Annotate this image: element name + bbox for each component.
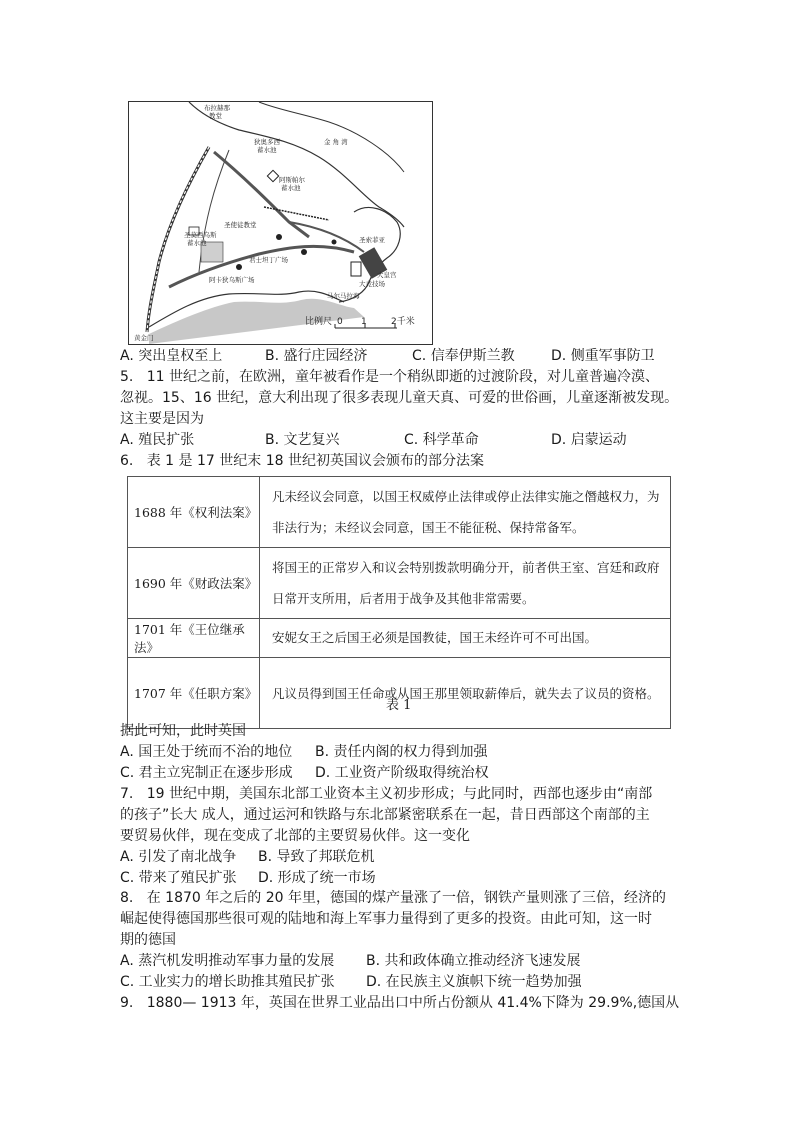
law-content: 将国王的正常岁入和议会特别拨款明确分开，前者供王室、宫廷和政府日常开支所用，后者用于战争及其他非常需要。 (260, 548, 671, 619)
q8-number: 8. (120, 890, 134, 906)
constantinople-map (128, 101, 433, 345)
q4-option-d-text: 侧重军事防卫 (570, 348, 655, 364)
q4-option-b-letter: B. (265, 348, 280, 364)
q5-option-c-text: 科学革命 (422, 432, 479, 448)
q5-option-c-letter: C. (404, 432, 419, 448)
q6-number: 6. (120, 453, 134, 469)
svg-text:教堂: 教堂 (209, 112, 222, 120)
q5-option-c (404, 430, 479, 450)
q7-stem-3: 要贸易伙伴，现在变成了北部的主要贸易伙伴。这一变化 (120, 828, 470, 844)
svg-text:比例尺: 比例尺 (305, 317, 333, 327)
q4-option-d-letter: D. (551, 348, 567, 364)
q5-option-d (551, 430, 627, 450)
q9-stem-1: 1880— 1913 年，英国在世界工业品出口中所占份额从 41.4%下降为 29.9%,德国从 (146, 995, 680, 1011)
svg-text:布拉赫那: 布拉赫那 (204, 104, 230, 112)
q6-intro-line (120, 451, 484, 471)
table-row (128, 477, 671, 548)
q6-question: 据此可知，此时英国 (120, 723, 246, 739)
svg-text:圣莫西乌斯: 圣莫西乌斯 (184, 231, 217, 239)
q4-option-c-letter: C. (412, 348, 427, 364)
law-name: 1690 年《财政法案》 (128, 548, 260, 619)
q8-option-a: A. 蒸汽机发明推动军事力量的发展 (120, 953, 335, 969)
law-content: 安妮女王之后国王必须是国教徒，国王未经许可不可出国。 (260, 619, 671, 658)
svg-text:阿卡狄乌斯广场: 阿卡狄乌斯广场 (209, 276, 255, 284)
law-content: 凡未经议会同意，以国王权威停止法律或停止法律实施之僭越权力，为非法行为；未经议会同意，国王不能征税、保持常备军。 (260, 477, 671, 548)
svg-text:2千米: 2千米 (391, 317, 415, 327)
q4-option-d (551, 346, 655, 366)
q5-option-b (265, 430, 340, 450)
q7-number: 7. (120, 786, 134, 802)
law-name: 1688 年《权利法案》 (128, 477, 260, 548)
q5-option-b-text: 文艺复兴 (283, 432, 340, 448)
q9-number: 9. (120, 995, 134, 1011)
svg-text:圣使徒教堂: 圣使徒教堂 (224, 221, 257, 229)
svg-text:0: 0 (337, 317, 343, 327)
q8-option-b: B. 共和政体确立推动经济飞速发展 (366, 953, 581, 969)
q7-option-a: A. 引发了南北战争 (120, 849, 237, 865)
q4-option-a (120, 346, 222, 366)
q6-intro: 表 1 是 17 世纪末 18 世纪初英国议会颁布的部分法案 (146, 453, 484, 469)
svg-text:圣索菲亚: 圣索菲亚 (359, 236, 385, 244)
q5-stem-3: 这主要是因为 (120, 411, 204, 427)
q6-option-c: C. 君主立宪制正在逐步形成 (120, 765, 293, 781)
svg-text:蓄水池: 蓄水池 (257, 146, 277, 154)
q7-option-c: C. 带来了殖民扩张 (120, 870, 237, 886)
q6-option-a: A. 国王处于统而不治的地位 (120, 744, 293, 760)
svg-text:狄奥多西: 狄奥多西 (254, 138, 280, 146)
q5-option-d-letter: D. (551, 432, 567, 448)
svg-text:君士坦丁广场: 君士坦丁广场 (249, 256, 288, 264)
svg-text:大竞技场: 大竞技场 (359, 280, 385, 288)
q5-number: 5. (120, 369, 134, 385)
q5-option-b-letter: B. (265, 432, 280, 448)
q8-option-c: C. 工业实力的增长助推其殖民扩张 (120, 974, 335, 990)
q4-option-b (265, 346, 368, 366)
svg-text:蓄水池: 蓄水池 (187, 239, 207, 247)
q6-option-b: B. 责任内阁的权力得到加强 (315, 744, 488, 760)
svg-text:马尔马拉海: 马尔马拉海 (327, 292, 360, 300)
table-caption: 表 1 (386, 698, 412, 713)
table-row (128, 548, 671, 619)
svg-text:蓄水池: 蓄水池 (281, 184, 301, 192)
q4-option-c (412, 346, 515, 366)
svg-text:金 角 湾: 金 角 湾 (324, 138, 348, 146)
q8-stem-2: 崛起使得德国那些很可观的陆地和海上军事力量得到了更多的投资。由此可知，这一时 (120, 911, 652, 927)
svg-text:大皇宫: 大皇宫 (377, 271, 397, 279)
q5-line-1 (120, 367, 659, 387)
q6-option-d: D. 工业资产阶级取得统治权 (315, 765, 489, 781)
law-name: 1707 年《任职方案》 (128, 658, 260, 729)
law-content: 凡议员得到国王任命或从国王那里领取薪俸后，就失去了议员的资格。 (260, 658, 671, 729)
svg-text:1: 1 (361, 317, 367, 327)
table-row (128, 619, 671, 658)
law-name: 1701 年《王位继承法》 (128, 619, 260, 658)
q5-option-a-text: 殖民扩张 (138, 432, 195, 448)
q7-stem-1: 19 世纪中期，美国东北部工业资本主义初步形成；与此同时，西部也逐步由“南部 (146, 786, 653, 802)
q7-option-d: D. 形成了统一市场 (258, 870, 376, 886)
q8-stem-1: 在 1870 年之后的 20 年里，德国的煤产量涨了一倍，钢铁产量则涨了三倍，经济的 (146, 890, 666, 906)
map-drawing (129, 102, 432, 344)
q5-stem-1: 11 世纪之前，在欧洲，童年被看作是一个稍纵即逝的过渡阶段，对儿童普遍冷漠、 (146, 369, 659, 385)
q4-option-a-letter: A. (120, 348, 134, 364)
svg-text:黄金门: 黄金门 (134, 334, 154, 342)
q8-option-d: D. 在民族主义旗帜下统一趋势加强 (366, 974, 582, 990)
q5-option-a (120, 430, 194, 450)
q4-option-a-text: 突出皇权至上 (138, 348, 223, 364)
q5-option-d-text: 启蒙运动 (570, 432, 627, 448)
q5-stem-2: 忽视。15、16 世纪，意大利出现了很多表现儿童天真、可爱的世俗画，儿童逐渐被发现。 (120, 390, 679, 406)
q4-option-c-text: 信奉伊斯兰教 (430, 348, 515, 364)
q9-line-1 (120, 993, 679, 1013)
table-row (128, 658, 671, 729)
law-table (127, 476, 671, 729)
q7-line-1 (120, 784, 652, 804)
svg-text:阿斯帕尔: 阿斯帕尔 (279, 176, 305, 184)
q5-option-a-letter: A. (120, 432, 134, 448)
q7-option-b: B. 导致了邦联危机 (258, 849, 375, 865)
q8-line-1 (120, 888, 666, 908)
q7-stem-2: 的孩子”长大 成人，通过运河和铁路与东北部紧密联系在一起，昔日西部这个南部的主 (120, 807, 650, 823)
q4-option-b-text: 盛行庄园经济 (283, 348, 368, 364)
q8-stem-3: 期的德国 (120, 932, 176, 948)
